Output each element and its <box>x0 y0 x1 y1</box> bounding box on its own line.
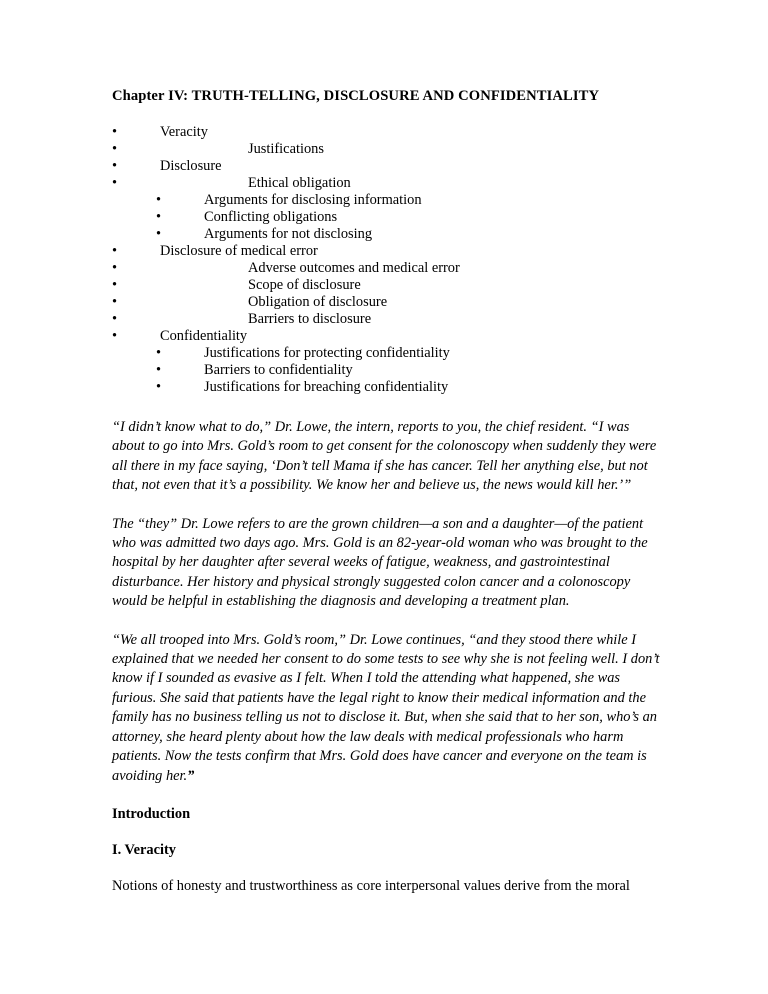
outline-item-label: Arguments for not disclosing <box>204 226 373 242</box>
outline-item-label: Obligation of disclosure <box>248 294 388 310</box>
bullet-icon: • <box>112 124 118 140</box>
bullet-icon: • <box>112 175 118 191</box>
bullet-icon: • <box>112 158 118 174</box>
outline-item-label: Arguments for disclosing information <box>204 192 422 208</box>
outline-item <box>112 226 660 243</box>
outline-item-label: Barriers to confidentiality <box>204 362 353 378</box>
bullet-icon: • <box>156 192 162 208</box>
outline-item <box>112 209 660 226</box>
outline-item <box>112 277 660 294</box>
quote-two-closing-mark: ” <box>187 767 195 784</box>
veracity-heading: I. Veracity <box>112 841 176 858</box>
outline-item-label: Justifications for breaching confidentiality <box>204 379 449 395</box>
outline-item <box>112 260 660 277</box>
bullet-icon: • <box>112 277 118 293</box>
chapter-title: Chapter IV: TRUTH-TELLING, DISCLOSURE AND CONFIDENTIALITY <box>112 88 600 104</box>
outline-item <box>112 124 660 141</box>
outline-item-label: Conflicting obligations <box>204 209 338 225</box>
outline-item-label: Justifications for protecting confidentiality <box>204 345 450 361</box>
document-content <box>112 88 660 896</box>
quote-paragraph-two <box>112 631 660 786</box>
bullet-icon: • <box>156 379 162 395</box>
bullet-icon: • <box>112 328 118 344</box>
outline-item-label: Adverse outcomes and medical error <box>248 260 460 276</box>
body-paragraph: Notions of honesty and trustworthiness as core interpersonal values derive from the moral <box>112 877 630 894</box>
outline-item-label: Ethical obligation <box>248 175 351 191</box>
bullet-icon: • <box>112 294 118 310</box>
bullet-icon: • <box>156 345 162 361</box>
outline-item <box>112 243 660 260</box>
quote-two-text: “We all trooped into Mrs. Gold’s room,” Dr. Lowe continues, “and they stood there while I explained that we needed her consent to do some tests to see why she is not feeling well. I don’t know if I sounded as evasive as I felt. When I told the attending what happened, she was furious. She said that patients have the legal right to know their medical information and the family has no business telling us not to disclose it. But, when she said that to her son, who’s an attorney, she heard plenty about how the law deals with medical professionals who harm patients. Now the tests confirm that Mrs. Gold does have cancer and everyone on the team is avoiding her. <box>112 631 660 784</box>
outline-item <box>112 141 660 158</box>
outline-item <box>112 175 660 192</box>
quote-paragraph-one: “I didn’t know what to do,” Dr. Lowe, the intern, reports to you, the chief resident. “I was about to go into Mrs. Gold’s room to get consent for the colonoscopy when suddenly they were all there in my face saying, ‘Don’t tell Mama if she has cancer. Tell her anything else, but not that, not even that it’s a possibility. We know her and believe us, the news would kill her.’” <box>112 419 657 494</box>
outline-item <box>112 192 660 209</box>
outline-item <box>112 328 660 345</box>
outline-item-label: Veracity <box>160 124 208 140</box>
bullet-icon: • <box>156 362 162 378</box>
outline-item-label: Confidentiality <box>160 328 248 344</box>
outline-item-label: Scope of disclosure <box>248 277 361 293</box>
outline-item <box>112 362 660 379</box>
narration-paragraph: The “they” Dr. Lowe refers to are the grown children—a son and a daughter—of the patient who was admitted two days ago. Mrs. Gold is an 82-year-old woman who was brought to the hospital by her daughter after several weeks of fatigue, weakness, and gastrointestinal disturbance. Her history and physical strongly suggested colon cancer and a colonoscopy would be helpful in establishing the diagnosis and developing a treatment plan. <box>112 515 648 610</box>
outline-item-label: Barriers to disclosure <box>248 311 372 327</box>
bullet-icon: • <box>112 243 118 259</box>
outline-item-label: Justifications <box>248 141 324 157</box>
outline-item <box>112 158 660 175</box>
outline-item <box>112 311 660 328</box>
bullet-icon: • <box>112 311 118 327</box>
bullet-icon: • <box>112 260 118 276</box>
outline-item-label: Disclosure <box>160 158 222 174</box>
bullet-icon: • <box>112 141 118 157</box>
bullet-icon: • <box>156 209 162 225</box>
introduction-heading: Introduction <box>112 805 191 822</box>
outline-item <box>112 379 660 396</box>
chapter-outline-list <box>112 124 660 396</box>
bullet-icon: • <box>156 226 162 242</box>
outline-item <box>112 294 660 311</box>
outline-item <box>112 345 660 362</box>
outline-item-label: Disclosure of medical error <box>160 243 318 259</box>
